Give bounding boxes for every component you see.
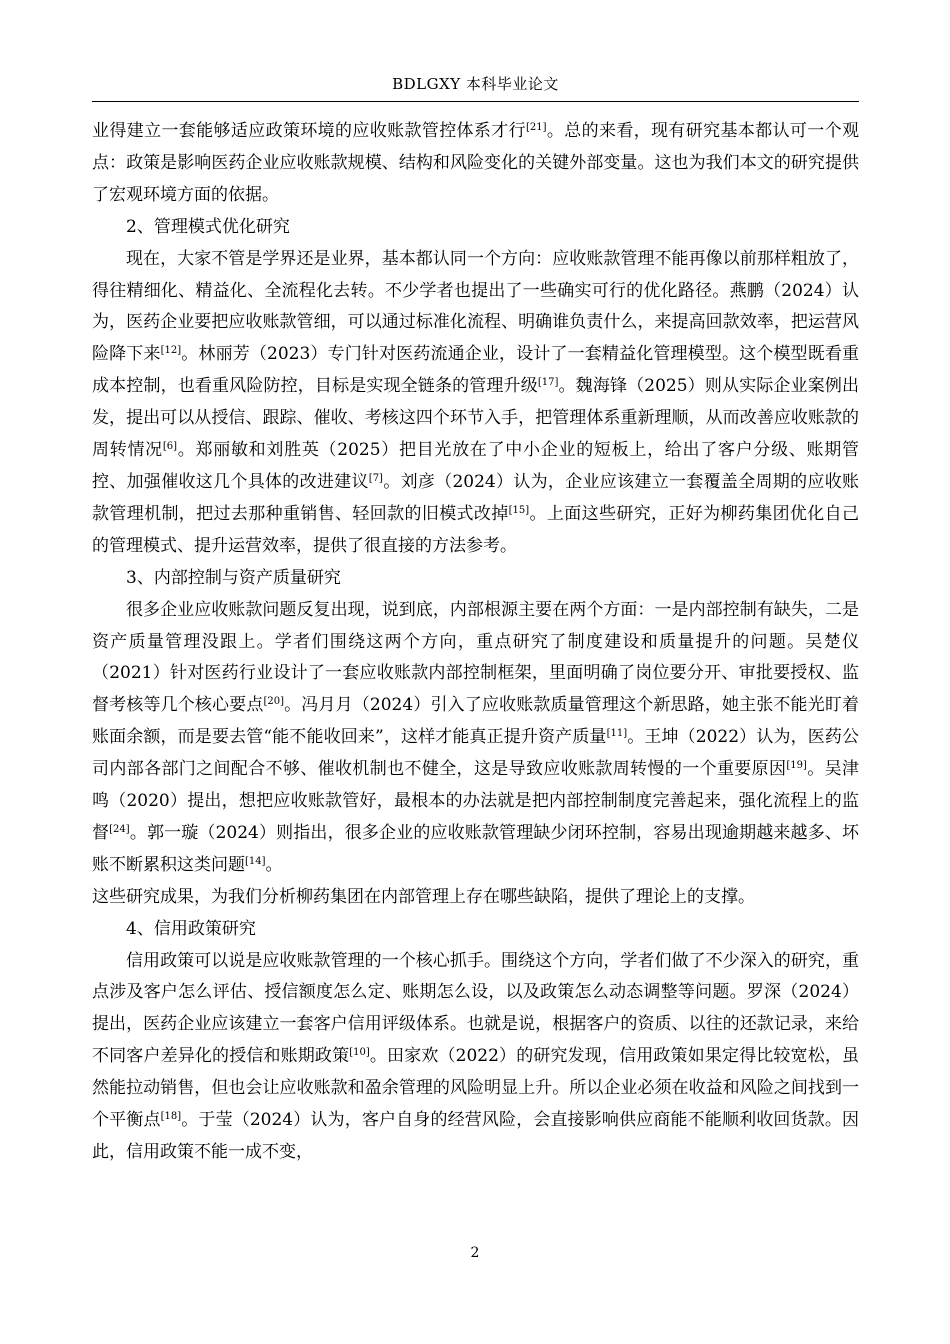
citation-ref: [6]: [162, 441, 178, 453]
text-run: 业得建立一套能够适应政策环境的应收账款管控体系才行: [92, 121, 526, 141]
body-text: [92, 116, 859, 1169]
text-run: 。: [265, 854, 283, 875]
section-heading-credit-policy: 4、信用政策研究: [126, 918, 256, 939]
citation-ref: [15]: [508, 504, 530, 516]
section-heading-internal-control: 3、内部控制与资产质量研究: [126, 567, 341, 588]
text-run: 。吴津鸣（2020）提出，想把应收账款管好，最根本的办法就是把内部控制制度完善起来，强化流程上的监督: [92, 759, 860, 843]
page-number: 2: [470, 1245, 480, 1261]
paragraph-internal-control-continuation: 这些研究成果，为我们分析柳药集团在内部管理上存在哪些缺陷，提供了理论上的支撑。: [92, 886, 755, 907]
citation-ref: [11]: [606, 728, 628, 740]
text-run: 。冯月月（2024）引入了应收账款质量管理这个新思路，她主张不能光盯着账面余额，而是要去管“能不能收回来”，这样才能真正提升资产质量: [92, 695, 860, 748]
citation-ref: [20]: [263, 696, 285, 708]
text-run: 信用政策可以说是应收账款管理的一个核心抓手。围绕这个方向，学者们做了不少深入的研究，重点涉及客户怎么评估、授信额度怎么定、账期怎么设，以及政策怎么动态调整等问题。罗深（2024）提出，医药企业应该建立一套客户信用评级体系。也就是说，根据客户的资质、以往的还款记录，来给不同客户差异化的授信和账期政策: [92, 950, 859, 1067]
paragraph-policy-conclusion: [92, 116, 859, 212]
citation-ref: [21]: [526, 122, 547, 133]
text-run: 。郭一璇（2024）则指出，很多企业的应收账款管理缺少闭环控制，容易出现逾期越来越多、坏账不断累积这类问题: [92, 822, 860, 875]
citation-ref: [18]: [160, 1111, 182, 1123]
text-run: 现在，大家不管是学界还是业界，基本都认同一个方向：应收账款管理不能再像以前那样粗放了，得往精细化、精益化、全流程化去转。不少学者也提出了一些确实可行的优化路径。燕鹏（2024）认为，医药企业要把应收账款管细，可以通过标准化流程、明确谁负责什么，来提高回款效率，把运营风险降下来: [92, 248, 859, 365]
running-header: BDLGXY 本科毕业论文: [392, 75, 559, 93]
paragraph-internal-control: [92, 595, 859, 882]
section-heading-management-model: 2、管理模式优化研究: [126, 216, 290, 237]
citation-ref: [19]: [786, 760, 807, 772]
citation-ref: [24]: [109, 823, 130, 835]
text-run: 。林丽芳（2023）专门针对医药流通企业，设计了一套精益化管理模型。这个模型既看重成本控制，也看重风险防控，目标是实现全链条的管理升级: [92, 344, 859, 397]
text-run: 。上面这些研究，正好为柳药集团优化自己的管理模式、提升运营效率，提供了很直接的方法参考。: [92, 503, 860, 556]
text-run: 。田家欢（2022）的研究发现，信用政策如果定得比较宽松，虽然能拉动销售，但也会让应收账款和盈余管理的风险明显上升。所以企业必须在收益和风险之间找到一个平衡点: [92, 1046, 860, 1131]
paragraph-credit-policy: [92, 946, 859, 1169]
text-run: 。总的来看，现有研究基本都认可一个观点：政策是影响医药企业应收账款规模、结构和风险变化的关键外部变量。这也为我们本文的研究提供了宏观环境方面的依据。: [92, 121, 860, 205]
citation-ref: [10]: [349, 1047, 370, 1059]
text-run: 很多企业应收账款问题反复出现，说到底，内部根源主要在两个方面：一是内部控制有缺失，二是资产质量管理没跟上。学者们围绕这两个方向，重点研究了制度建设和质量提升的问题。吴楚仪（2021）针对医药行业设计了一套应收账款内部控制框架，里面明确了岗位要分开、审批要授权、监督考核等几个核心要点: [92, 599, 859, 716]
text-run: 。郑丽敏和刘胜英（2025）把目光放在了中小企业的短板上，给出了客户分级、账期管控、加强催收这几个具体的改进建议: [92, 440, 860, 492]
header-rule: [92, 101, 859, 102]
citation-ref: [17]: [537, 377, 559, 389]
citation-ref: [14]: [245, 855, 266, 867]
citation-ref: [7]: [368, 472, 383, 484]
text-run: 。刘彦（2024）认为，企业应该建立一套覆盖全周期的应收账款管理机制，把过去那种重销售、轻回款的旧模式改掉: [92, 471, 860, 524]
text-run: 。魏海锋（2025）则从实际企业案例出发，提出可以从授信、跟踪、催收、考核这四个环节入手，把管理体系重新理顺，从而改善应收账款的周转情况: [92, 376, 860, 461]
paragraph-management-model: [92, 244, 859, 563]
citation-ref: [12]: [160, 345, 182, 357]
text-run: 。王坤（2022）认为，医药公司内部各部门之间配合不够、催收机制也不健全，这是导致应收账款周转慢的一个重要原因: [92, 727, 859, 780]
text-run: 。于莹（2024）认为，客户自身的经营风险，会直接影响供应商能不能顺利收回货款。因此，信用政策不能一成不变，: [92, 1110, 859, 1162]
